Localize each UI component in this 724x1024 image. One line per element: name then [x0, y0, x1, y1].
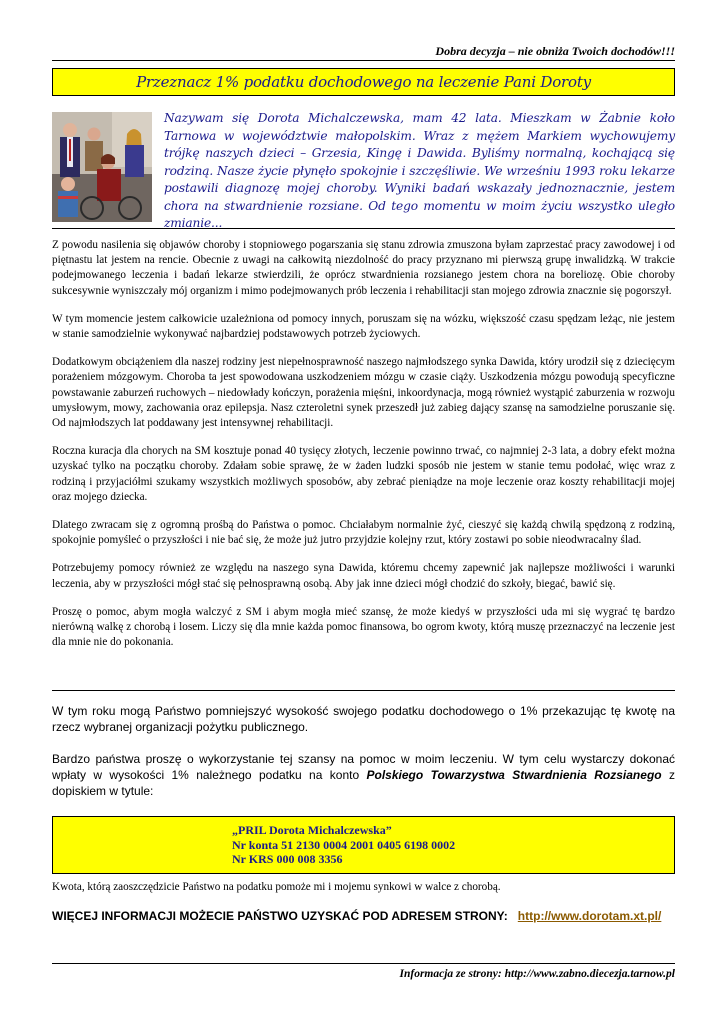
account-number: Nr konta 51 2130 0004 2001 0405 6198 0002	[232, 837, 456, 852]
body-paragraph: Z powodu nasilenia się objawów choroby i stopniowego pogarszania się stanu zdrowia zmuszona byłam zaprzestać pracy zawodowej i od piętnastu lat jestem na rencie. Obecnie z uwagi na całkowitą niezdolność do pracy przyznano mi pierwszą grupę inwalidzką. W trakcie podejmowanego leczenia i badań lekarze stwierdzili, że oprócz stwardnienia rozsianego jestem chora na boreliozę. Obie choroby sukcesywnie wyniszczały mój organizm i mimo podejmowanych prób leczenia i rehabilitacji stan mojego zdrowia znacznie się pogorszył.	[52, 239, 675, 297]
body-paragraph: Roczna kuracja dla chorych na SM kosztuje ponad 40 tysięcy złotych, leczenie powinno trwać, co najmniej 2-3 lata, a dobry efekt można uzyskać tylko na początku choroby. Zdałam sobie sprawę, że w żaden ludzki sposób nie jestem w stanie temu podołać, więc wraz z rodziną i przyjaciółmi szukamy wszystkich możliwych sposobów, aby zebrać pieniądze na moje leczenie oraz koszty rehabilitacji mojej oraz mojego dziecka.	[52, 445, 675, 503]
more-info	[52, 909, 661, 923]
header-tagline: Dobra decyzja – nie obniża Twoich dochodów!!!	[435, 44, 675, 58]
donation-details-box	[52, 816, 675, 874]
body-paragraph: Potrzebujemy pomocy również ze względu na naszego syna Dawida, któremu chcemy zapewnić jak najlepsze możliwości i warunki leczenia, aby w przyszłości mógł stać się pełnosprawną osobą. Aby jak inne dzieci mógł chodzić do szkoły, biegać, bawić się.	[52, 562, 675, 590]
divider	[52, 60, 675, 61]
family-photo	[52, 112, 152, 222]
divider	[52, 963, 675, 964]
appeal-instruction	[52, 751, 675, 799]
donation-title: „PRIL Dorota Michalczewska”	[232, 823, 392, 837]
more-info-label: WIĘCEJ INFORMACJI MOŻECIE PAŃSTWO UZYSKAĆ POD ADRESEM STRONY:	[52, 909, 508, 923]
body-paragraph: Dodatkowym obciążeniem dla naszej rodziny jest niepełnosprawność naszego najmłodszego synka Dawida, który urodził się z dziecięcym porażeniem mózgowym. Choroba ta jest spowodowana uszkodzeniem mózgu w czasie ciąży. Uszkodzenia mózgu powodują specyficzne powstawanie zaburzeń ruchowych – niedowłady kończyn, porażenia mięśni, inkoordynacja, mogą również wystąpić zaburzenia w rozwoju umysłowym, mowy, zachowania oraz epilepsja. Nasz czteroletni synek przeszedł już zabieg dający szansę na samodzielne poruszanie się. Od najmłodszych lat poddawany jest intensywnej rehabilitacji.	[52, 356, 675, 430]
appeal-text-end: z dopiskiem w tytule:	[52, 768, 675, 798]
closing-text: Kwota, którą zaoszczędzicie Państwo na podatku pomoże mi i mojemu synkowi w walce z chorobą.	[52, 881, 501, 893]
krs-number: Nr KRS 000 008 3356	[232, 852, 343, 866]
story-body	[52, 238, 675, 663]
intro-paragraph: Nazywam się Dorota Michalczewska, mam 42 lata. Mieszkam w Żabnie koło Tarnowa w województwie małopolskim. Wraz z mężem Markiem wychowujemy trójkę naszych dzieci – Grzesia, Kingę i Dawida. Byliśmy normalną, kochającą się rodziną. Nasze życie płynęło spokojnie i szczęśliwie. We wrześniu 1993 roku lekarze postawili diagnozę mojej choroby. Wyniki badań wskazały jednoznacznie, jestem chora na stwardnienie rozsiane. Od tego momentu w moim życiu wszystko uległo zmianie...	[164, 111, 675, 230]
body-paragraph: Dlatego zwracam się z ogromną prośbą do Państwa o pomoc. Chciałabym normalnie żyć, cieszyć się każdą chwilą spędzoną z rodziną, spokojnie pomyśleć o przyszłości i nie bać się, że może już jutro przyjdzie kolejny rzut, który zostawi po sobie nieodwracalny ślad.	[52, 519, 675, 547]
body-paragraph: Proszę o pomoc, abym mogła walczyć z SM i abym mogła mieć szansę, że może kiedyś w przyszłości uda mi się wygrać tę bardzo nierówną walkę z chorobą i losem. Liczy się dla mnie każda pomoc finansowa, bo ogrom kwoty, którą muszę przeznaczyć na leczenie jest dla mnie nie do pokonania.	[52, 605, 675, 649]
family-photo-image	[52, 112, 152, 222]
body-paragraph: W tym momencie jestem całkowicie uzależniona od pomocy innych, poruszam się na wózku, większość czasu spędzam leżąc, nie jestem w stanie samodzielnie wykonywać najbardziej podstawowych potrzeb życiowych.	[52, 312, 675, 341]
appeal-paragraph: W tym roku mogą Państwo pomniejszyć wysokość swojego podatku dochodowego o 1% przekazując tę kwotę na rzecz wybranej organizacji pożytku publicznego.	[52, 704, 675, 734]
website-link[interactable]: http://www.dorotam.xt.pl/	[517, 909, 662, 923]
divider	[52, 228, 675, 229]
organization-name: Polskiego Towarzystwa Stwardnienia Rozsianego	[366, 768, 662, 782]
page-title: Przeznacz 1% podatku dochodowego na leczenie Pani Doroty	[136, 73, 591, 91]
footer-source: Informacja ze strony: http://www.zabno.diecezja.tarnow.pl	[399, 968, 675, 980]
appeal-text: Bardzo państwa proszę o wykorzystanie tej szansy na pomoc w moim leczeniu. W tym celu wystarczy dokonać wpłaty w wysokości 1% należnego podatku na konto	[52, 752, 675, 782]
divider	[52, 690, 675, 691]
title-banner	[52, 68, 675, 96]
